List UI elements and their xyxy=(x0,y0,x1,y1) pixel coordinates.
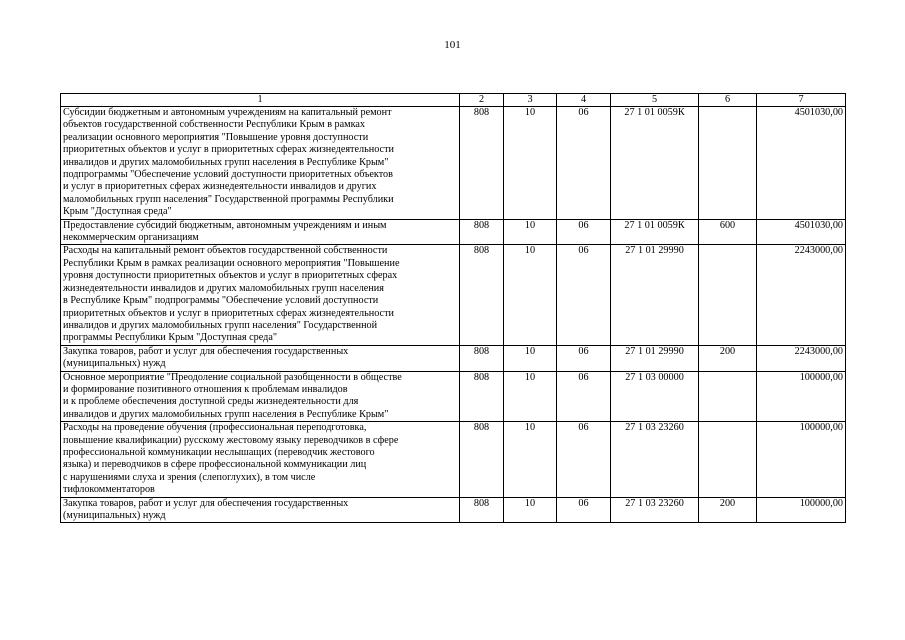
row-subsection: 06 xyxy=(557,422,611,497)
row-amount: 100000,00 xyxy=(757,371,846,422)
row-section: 10 xyxy=(504,219,557,245)
row-csr: 27 1 03 23260 xyxy=(611,497,699,523)
row-csr: 27 1 01 0059К xyxy=(611,107,699,220)
row-csr: 27 1 01 29990 xyxy=(611,245,699,345)
row-vr: 200 xyxy=(699,345,757,371)
row-vr xyxy=(699,371,757,422)
row-vr: 600 xyxy=(699,219,757,245)
row-csr: 27 1 03 00000 xyxy=(611,371,699,422)
row-section: 10 xyxy=(504,422,557,497)
row-amount: 4501030,00 xyxy=(757,219,846,245)
row-section: 10 xyxy=(504,497,557,523)
col-header-name: 1 xyxy=(61,94,460,107)
row-vr: 200 xyxy=(699,497,757,523)
row-subsection: 06 xyxy=(557,497,611,523)
row-name: Основное мероприятие "Преодоление социальной разобщенности в обществе и формирование позитивного отношения к проблемам инвалидов и к проблеме обеспечения доступной среды жизнедеятельности для инвалидов и других маломобильных групп населения в Республике Крым" xyxy=(61,371,460,422)
row-name: Расходы на капитальный ремонт объектов государственной собственности Республики Крым в рамках реализации основного мероприятия "Повышение уровня доступности приоритетных объектов и услуг в приоритетных сферах жизнедеятельности инвалидов и других маломобильных групп населения в Республике Крым" подпрограммы "Обеспечение условий доступности приоритетных объектов и услуг в приоритетных сферах жизнедеятельности инвалидов и других маломобильных групп населения" Государственной программы Республики Крым "Доступная среда" xyxy=(61,245,460,345)
table-row xyxy=(61,107,846,220)
row-ministry: 808 xyxy=(460,371,504,422)
col-header-section: 3 xyxy=(504,94,557,107)
row-vr xyxy=(699,422,757,497)
row-ministry: 808 xyxy=(460,219,504,245)
row-subsection: 06 xyxy=(557,219,611,245)
row-section: 10 xyxy=(504,371,557,422)
row-amount: 4501030,00 xyxy=(757,107,846,220)
col-header-subsection: 4 xyxy=(557,94,611,107)
col-header-vr: 6 xyxy=(699,94,757,107)
row-csr: 27 1 01 29990 xyxy=(611,345,699,371)
row-ministry: 808 xyxy=(460,422,504,497)
row-vr xyxy=(699,245,757,345)
table-row xyxy=(61,345,846,371)
row-name: Субсидии бюджетным и автономным учреждениям на капитальный ремонт объектов государственной собственности Республики Крым в рамках реализации основного мероприятия "Повышение уровня доступности приоритетных объектов и услуг в приоритетных сферах жизнедеятельности инвалидов и других маломобильных групп населения в Республике Крым" подпрограммы "Обеспечение условий доступности приоритетных объектов и услуг в приоритетных сферах жизнедеятельности инвалидов и других маломобильных групп населения" Государственной программы Республики Крым "Доступная среда" xyxy=(61,107,460,220)
row-subsection: 06 xyxy=(557,371,611,422)
row-amount: 2243000,00 xyxy=(757,345,846,371)
row-section: 10 xyxy=(504,245,557,345)
row-amount: 100000,00 xyxy=(757,422,846,497)
page-number: 101 xyxy=(444,39,461,51)
col-header-amount: 7 xyxy=(757,94,846,107)
row-name: Закупка товаров, работ и услуг для обеспечения государственных (муниципальных) нужд xyxy=(61,345,460,371)
row-csr: 27 1 01 0059К xyxy=(611,219,699,245)
row-ministry: 808 xyxy=(460,497,504,523)
row-vr xyxy=(699,107,757,220)
col-header-csr: 5 xyxy=(611,94,699,107)
table-row xyxy=(61,422,846,497)
row-ministry: 808 xyxy=(460,245,504,345)
row-name: Закупка товаров, работ и услуг для обеспечения государственных (муниципальных) нужд xyxy=(61,497,460,523)
table-row xyxy=(61,371,846,422)
row-name: Расходы на проведение обучения (профессиональная переподготовка, повышение квалификации) русскому жестовому языку переводчиков в сфере профессиональной коммуникации неслышащих (переводчик жестового языка) и переводчиков в сфере профессиональной коммуникации лиц с нарушениями слуха и зрения (слепоглухих), в том числе тифлокомментаторов xyxy=(61,422,460,497)
budget-table xyxy=(60,93,846,523)
row-amount: 2243000,00 xyxy=(757,245,846,345)
row-subsection: 06 xyxy=(557,107,611,220)
row-ministry: 808 xyxy=(460,107,504,220)
row-amount: 100000,00 xyxy=(757,497,846,523)
table-row xyxy=(61,219,846,245)
table-row xyxy=(61,497,846,523)
col-header-ministry: 2 xyxy=(460,94,504,107)
row-subsection: 06 xyxy=(557,245,611,345)
row-subsection: 06 xyxy=(557,345,611,371)
table-row xyxy=(61,245,846,345)
row-section: 10 xyxy=(504,107,557,220)
table-header-row xyxy=(61,94,846,107)
row-section: 10 xyxy=(504,345,557,371)
row-name: Предоставление субсидий бюджетным, автономным учреждениям и иным некоммерческим организациям xyxy=(61,219,460,245)
row-ministry: 808 xyxy=(460,345,504,371)
row-csr: 27 1 03 23260 xyxy=(611,422,699,497)
